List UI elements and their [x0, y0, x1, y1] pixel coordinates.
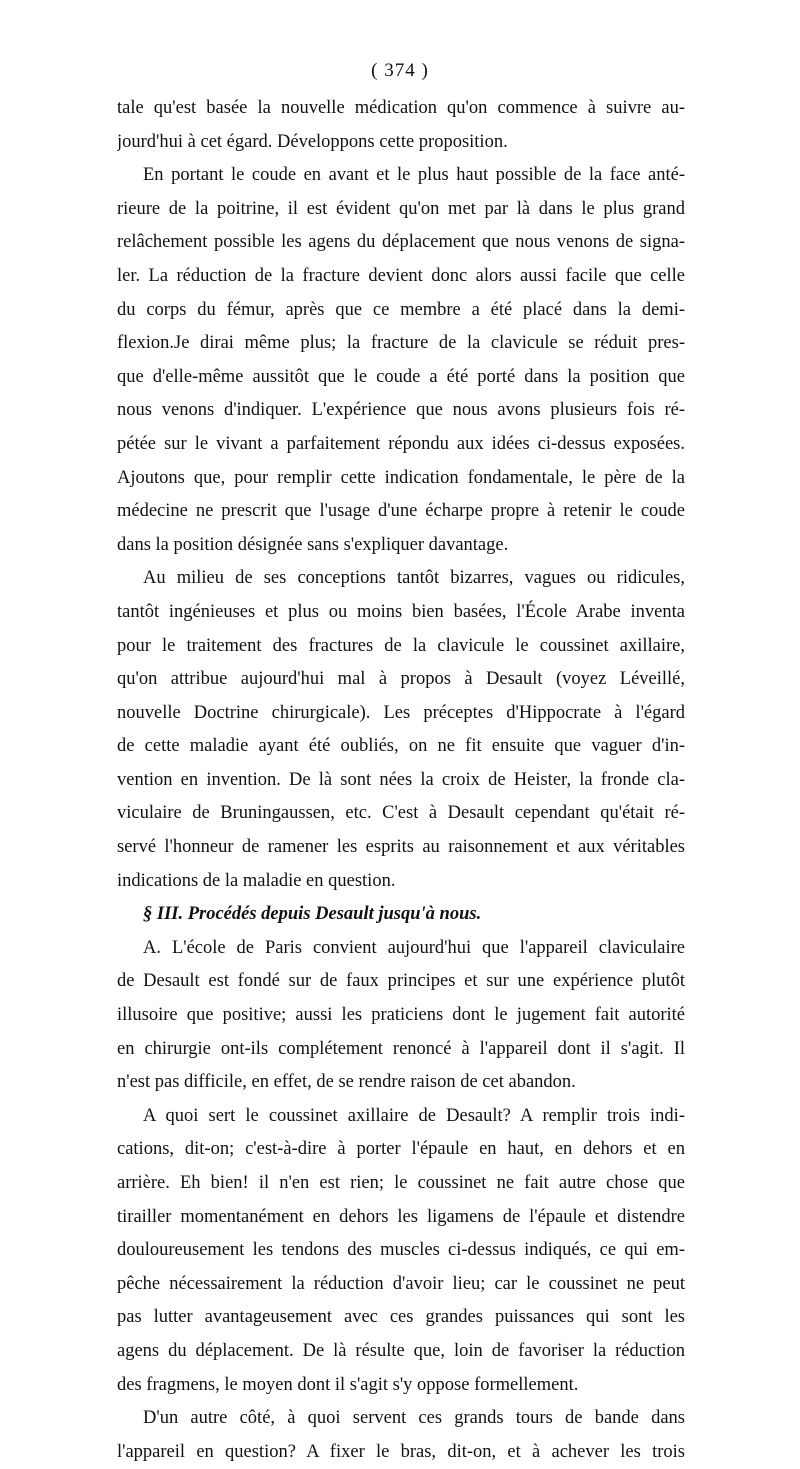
- text-line: de Desault est fondé sur de faux principes et sur une expérience plutôt: [117, 971, 685, 992]
- text-line: rieure de la poitrine, il est évident qu'on met par là dans le plus grand: [117, 198, 685, 219]
- text-line: indications de la maladie en question.: [117, 870, 396, 891]
- text-line: relâchement possible les agens du déplacement que nous venons de signa-: [117, 232, 685, 253]
- text-line: tirailler momentanément en dehors les ligamens de l'épaule et distendre: [117, 1206, 685, 1227]
- text-line: A. L'école de Paris convient aujourd'hui que l'appareil claviculaire: [143, 937, 685, 958]
- text-line: pêche nécessairement la réduction d'avoir lieu; car le coussinet ne peut: [117, 1273, 685, 1294]
- text-line: flexion.Je dirai même plus; la fracture de la clavicule se réduit pres-: [117, 333, 685, 354]
- text-line: En portant le coude en avant et le plus haut possible de la face anté-: [143, 165, 685, 186]
- text-line: qu'on attribue aujourd'hui mal à propos à Desault (voyez Léveillé,: [117, 669, 685, 690]
- text-line: n'est pas difficile, en effet, de se rendre raison de cet abandon.: [117, 1072, 576, 1093]
- page-number: ( 374 ): [371, 60, 429, 81]
- text-line: pas lutter avantageusement avec ces grandes puissances qui sont les: [117, 1307, 685, 1328]
- text-line: agens du déplacement. De là résulte que, loin de favoriser la réduction: [117, 1340, 685, 1361]
- text-line: que d'elle-même aussitôt que le coude a été porté dans la position que: [117, 366, 685, 387]
- text-line: pour le traitement des fractures de la clavicule le coussinet axillaire,: [117, 635, 685, 656]
- text-line: médecine ne prescrit que l'usage d'une écharpe propre à retenir le coude: [117, 501, 685, 522]
- text-line: D'un autre côté, à quoi servent ces grands tours de bande dans: [143, 1408, 685, 1429]
- text-line: dans la position désignée sans s'expliquer davantage.: [117, 534, 509, 555]
- text-line: nouvelle Doctrine chirurgicale). Les préceptes d'Hippocrate à l'égard: [117, 702, 685, 723]
- text-line: A quoi sert le coussinet axillaire de Desault? A remplir trois indi-: [143, 1105, 685, 1126]
- text-line: illusoire que positive; aussi les praticiens dont le jugement fait autorité: [117, 1005, 685, 1026]
- text-line: cations, dit-on; c'est-à-dire à porter l'épaule en haut, en dehors et en: [117, 1139, 685, 1160]
- text-line: des fragmens, le moyen dont il s'agit s'y oppose formellement.: [117, 1374, 579, 1395]
- text-line: en chirurgie ont-ils complétement renoncé à l'appareil dont il s'agit. Il: [117, 1038, 685, 1059]
- text-line: du corps du fémur, après que ce membre a été placé dans la demi-: [117, 299, 685, 320]
- text-line: douloureusement les tendons des muscles ci-dessus indiqués, ce qui em-: [117, 1240, 685, 1261]
- text-line: ler. La réduction de la fracture devient donc alors aussi facile que celle: [117, 265, 685, 286]
- text-line: jourd'hui à cet égard. Développons cette proposition.: [117, 131, 508, 152]
- text-line: pétée sur le vivant a parfaitement répondu aux idées ci-dessus exposées.: [117, 433, 685, 454]
- text-line: Au milieu de ses conceptions tantôt bizarres, vagues ou ridicules,: [143, 568, 685, 589]
- text-line: Ajoutons que, pour remplir cette indication fondamentale, le père de la: [117, 467, 685, 488]
- text-line: servé l'honneur de ramener les esprits au raisonnement et aux véritables: [117, 837, 685, 858]
- text-line: l'appareil en question? A fixer le bras, dit-on, et à achever les trois: [117, 1441, 685, 1462]
- text-line: viculaire de Bruningaussen, etc. C'est à Desault cependant qu'était ré-: [117, 803, 685, 824]
- text-line: tantôt ingénieuses et plus ou moins bien basées, l'École Arabe inventa: [117, 601, 685, 622]
- text-line: tale qu'est basée la nouvelle médication qu'on commence à suivre au-: [117, 98, 685, 118]
- text-line: arrière. Eh bien! il n'en est rien; le coussinet ne fait autre chose que: [117, 1173, 685, 1193]
- text-line: de cette maladie ayant été oubliés, on ne fit ensuite que vaguer d'in-: [117, 736, 685, 757]
- body-text: [117, 92, 685, 1469]
- text-line: nous venons d'indiquer. L'expérience que nous avons plusieurs fois ré-: [117, 400, 685, 421]
- text-line: vention en invention. De là sont nées la croix de Heister, la fronde cla-: [117, 769, 685, 790]
- section-heading: § III. Procédés depuis Desault jusqu'à nous.: [143, 904, 482, 925]
